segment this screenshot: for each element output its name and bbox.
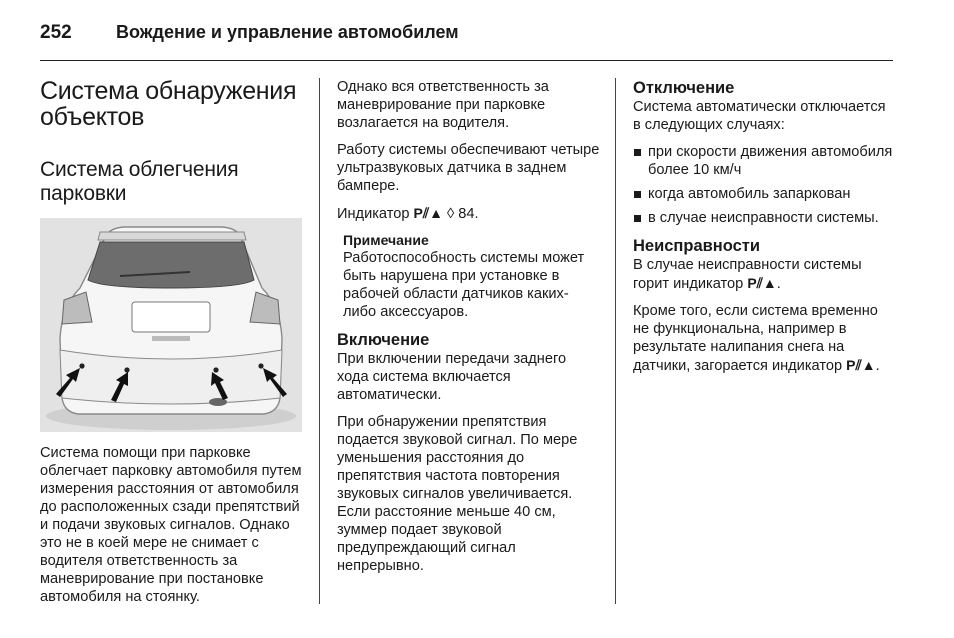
page-number: 252 [40,22,72,43]
header-divider [40,60,893,61]
intro-paragraph: Система помощи при парковке облегчает парковку автомобиля путем измерения расстояния от автомобиля до расположенных сзади препятствий и подачи звуковых сигналов. Однако это не в коей мере не снимает с водителя ответственность за маневрирование при постановке автомобиля на стоянку. [40,445,302,605]
column-divider [319,78,320,604]
page-header [40,18,893,46]
list-item: в случае неисправности системы. [633,209,895,227]
fault-text: В случае неисправности системы горит индикатор [633,257,862,292]
car-rear-parking-sensors-illustration [40,218,302,432]
fault-text-end: . [776,276,781,292]
note-box [343,232,601,321]
fault-paragraph-1 [633,256,895,293]
deactivation-heading: Отключение [633,79,735,97]
activation-heading: Включение [337,331,430,349]
deactivation-list [633,143,895,227]
indicator-text: Индикатор [337,206,414,222]
section-title: Система обнаружения объектов [40,77,297,131]
deactivation-intro: Система автоматически отключается в следующих случаях: [633,99,886,133]
indicator-paragraph [337,204,601,223]
fault-text-end: . [875,358,880,374]
fault-paragraph-2 [633,302,895,375]
parking-indicator-icon: P⫽▲ [413,205,443,221]
parking-indicator-icon: P⫽▲ [747,275,777,291]
page-reference: ◊ 84. [442,206,479,222]
note-title: Примечание [343,232,429,248]
responsibility-paragraph: Однако вся ответственность за маневрирование при парковке возлагается на водителя. [337,79,549,131]
car-rear-illustration-svg [40,218,302,432]
obstacle-paragraph: При обнаружении препятствия подается звуковой сигнал. По мере уменьшения расстояния до препятствия частота повторения звуковых сигналов увеличивается. Если расстояние меньше 40 см, зуммер подает звуковой предупреждающий сигнал непрерывно. [337,414,578,574]
sensors-paragraph: Работу системы обеспечивают четыре ультразвуковых датчика в заднем бампере. [337,142,600,194]
activation-paragraph: При включении передачи заднего хода система включается автоматически. [337,351,567,403]
chapter-title: Вождение и управление автомобилем [116,22,459,42]
faults-heading: Неисправности [633,237,761,255]
subsection-title: Система облегчения парковки [40,158,239,205]
column-divider [615,78,616,604]
column-1 [40,78,302,615]
column-2 [337,78,601,584]
column-3 [633,78,895,384]
fault-text: Кроме того, если система временно не функциональна, например в результате налипания снега на датчики, загорается индикатор [633,303,878,374]
note-text: Работоспособность системы может быть нарушена при установке в рабочей области датчиков каких-либо аксессуаров. [343,250,585,320]
list-item: когда автомобиль запаркован [633,185,895,203]
list-item: при скорости движения автомобиля более 10 км/ч [633,143,895,179]
parking-indicator-icon: P⫽▲ [846,357,876,373]
